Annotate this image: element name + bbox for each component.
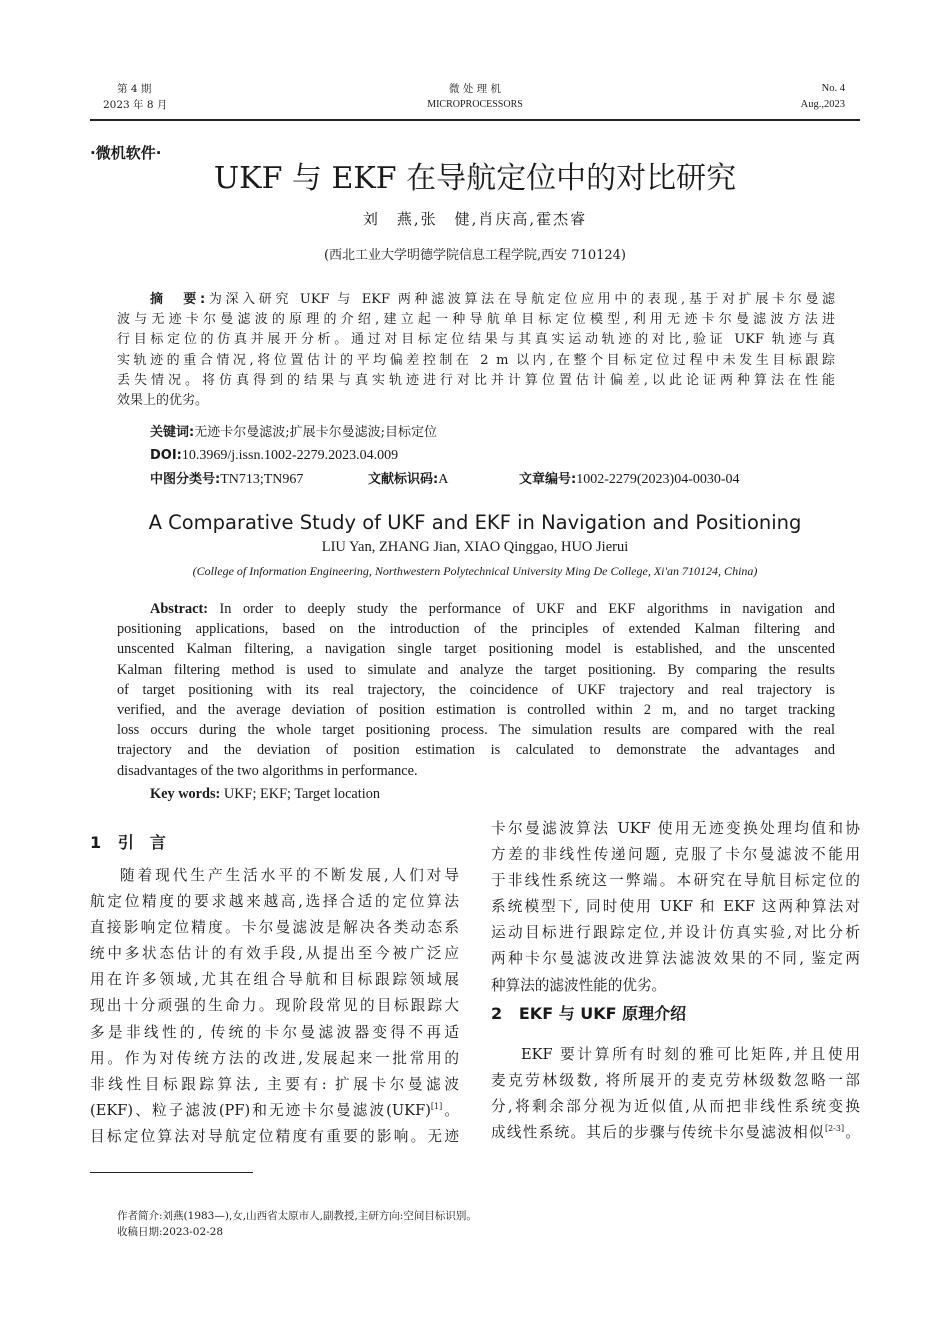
doc-label: 文献标识码:	[368, 472, 439, 487]
article-label: 文章编号:	[519, 472, 577, 487]
section1-line: 目标定位算法对导航定位精度有重要的影响。无迹	[90, 1127, 459, 1145]
abstract-en-line: of target positioning with its real trajectory, the coincidence of UKF trajectory and real trajectory is	[117, 681, 835, 698]
affiliation-cn: (西北工业大学明德学院信息工程学院,西安 710124)	[323, 248, 627, 263]
doi-label: DOI:	[150, 448, 182, 463]
doc-value: A	[438, 472, 449, 487]
abstract-en-line: trajectory and the deviation of position estimation is calculated to demonstrate the advantages and	[117, 742, 835, 759]
keywords-en-text: UKF; EKF; Target location	[223, 786, 380, 802]
footnote-author-intro: 作者简介:刘燕(1983—),女,山西省太原市人,副教授,主研方向:空间目标识别。	[117, 1210, 477, 1222]
header-date-en: Aug.,2023	[800, 99, 845, 110]
right-col-line: 于非线性系统这一弊端。本研究在导航目标定位的	[491, 872, 860, 890]
abstract-cn-line: 丢失情况。将仿真得到的结果与真实轨迹进行对比并计算位置估计偏差,以此论证两种算法在性能	[117, 372, 835, 388]
section1-line: 多是非线性的, 传统的卡尔曼滤波器变得不再适	[90, 1023, 459, 1041]
clc-value: TN713;TN967	[220, 472, 304, 487]
right-col-line: 方差的非线性传递问题, 克服了卡尔曼滤波不能用	[491, 846, 860, 864]
abstract-cn-line: 摘 要:为深入研究 UKF 与 EKF 两种滤波算法在导航定位应用中的表现,基于对扩展卡尔曼滤	[150, 292, 835, 307]
keywords-cn	[150, 423, 437, 443]
abstract-en-line: unscented Kalman filtering, a navigation single target positioning model is established, and the unscented	[117, 641, 835, 658]
section1-title: 引 言	[117, 833, 166, 852]
classification-article	[519, 470, 740, 490]
abstract-en-label: Abstract:	[150, 601, 208, 617]
right-col-line: 卡尔曼滤波算法 UKF 使用无迹变换处理均值和协	[491, 820, 860, 837]
citation-2-3[interactable]: [2-3]	[824, 1124, 845, 1134]
section1-line: 用在许多领域,尤其在组合导航和目标跟踪领域展	[90, 971, 459, 989]
classification-clc	[150, 470, 303, 490]
abstract-cn-line: 波与无迹卡尔曼滤波的原理的介绍,建立起一种导航单目标定位模型,利用无迹卡尔曼滤波方法进	[117, 312, 835, 328]
header-date-cn: 2023 年 8 月	[103, 99, 168, 111]
right-col-line: 种算法的滤波性能的优劣。	[491, 976, 667, 994]
keywords-cn-label: 关键词:	[150, 425, 195, 440]
abstract-cn-label: 摘 要:	[150, 292, 206, 307]
doi	[150, 446, 398, 466]
abstract-cn	[117, 290, 835, 411]
section2-line: 麦克劳林级数, 将所展开的麦克劳林级数忽略一部	[491, 1072, 860, 1090]
section2-body	[491, 1042, 860, 1146]
section2-number: 2	[491, 1004, 503, 1023]
section1-line: 随着现代生产生活水平的不断发展,人们对导	[120, 867, 459, 884]
right-col-line: 系统模型下, 同时使用 UKF 和 EKF 这两种算法对	[491, 898, 860, 916]
column-label: ·微机软件·	[90, 144, 162, 162]
header-issue-en: No. 4	[821, 83, 845, 94]
keywords-cn-text: 无迹卡尔曼滤波;扩展卡尔曼滤波;目标定位	[194, 425, 437, 440]
abstract-en-line: loss occurs during the whole target positioning process. The simulation results are compared with the real	[117, 722, 835, 739]
citation-1[interactable]: [1]	[430, 1101, 443, 1111]
section1-line: (EKF)、粒子滤波(PF)和无迹卡尔曼滤波(UKF)[1]。	[90, 1101, 459, 1119]
header-journal-en: MICROPROCESSORS	[427, 99, 523, 110]
keywords-en-label: Key words:	[150, 786, 221, 802]
abstract-en-line: Kalman filtering method is used to simulate and analyze the target positioning. By comparing the results	[117, 661, 835, 678]
header-journal-cn: 微 处 理 机	[448, 83, 501, 95]
section1-number: 1	[90, 833, 102, 852]
page-title: UKF 与 EKF 在导航定位中的对比研究	[213, 161, 737, 196]
classification-doc	[368, 470, 448, 490]
section1-line: 直接影响定位精度。卡尔曼滤波是解决各类动态系	[90, 919, 459, 937]
affiliation-en: (College of Information Engineering, Northwestern Polytechnical University Ming De College, Xi'an 710124, China)	[192, 564, 758, 578]
abstract-en-line: verified, and the average deviation of position estimation is controlled within 2 m, and no target tracking	[117, 702, 835, 719]
article-value: 1002-2279(2023)04-0030-04	[576, 472, 740, 487]
right-col-line: 运动目标进行跟踪定位,并设计仿真实验,对比分析	[491, 924, 860, 942]
section1-line: 现出十分顽强的生命力。现阶段常见的目标跟踪大	[90, 997, 459, 1015]
section2-line: 分,将剩余部分视为近似值,从而把非线性系统变换	[491, 1098, 860, 1116]
section1-body	[90, 863, 459, 1150]
abstract-en-line: disadvantages of the two algorithms in performance.	[117, 762, 418, 779]
header-issue-cn: 第 4 期	[117, 83, 152, 95]
abstract-en-line: positioning applications, based on the introduction of the principles of extended Kalman filtering and	[117, 621, 835, 638]
authors-cn: 刘 燕,张 健,肖庆高,霍杰睿	[362, 210, 588, 228]
section1-heading	[90, 831, 166, 855]
keywords-en	[150, 784, 380, 804]
right-col-line: 两种卡尔曼滤波改进算法滤波效果的不同, 鉴定两	[491, 950, 860, 968]
section1-line: 航定位精度的要求越来越高,选择合适的定位算法	[90, 893, 459, 911]
abstract-cn-line: 行目标定位的仿真并展开分析。通过对目标定位结果与其真实运动轨迹的对比,验证 UKF 轨迹与真	[117, 332, 835, 348]
section1-line: 用。作为对传统方法的改进,发展起来一批常用的	[90, 1049, 459, 1067]
abstract-cn-line: 实轨迹的重合情况,将位置估计的平均偏差控制在 2 m 以内,在整个目标定位过程中未发生目标跟踪	[117, 352, 835, 368]
abstract-en	[117, 599, 835, 781]
header-rule	[90, 119, 860, 121]
title-en: A Comparative Study of UKF and EKF in Navigation and Positioning	[148, 511, 802, 534]
footnote-rule	[90, 1172, 253, 1173]
section2-line: 成线性系统。其后的步骤与传统卡尔曼滤波相似[2-3]。	[491, 1124, 860, 1142]
footnote-received: 收稿日期:2023-02-28	[117, 1226, 224, 1238]
section2-heading	[491, 1002, 686, 1026]
section1-line: 非线性目标跟踪算法, 主要有: 扩展卡尔曼滤波	[90, 1075, 459, 1093]
right-column-body	[491, 816, 860, 999]
doi-text: 10.3969/j.issn.1002-2279.2023.04.009	[181, 448, 399, 463]
abstract-en-line: Abstract: In order to deeply study the performance of UKF and EKF algorithms in navigation and	[150, 601, 835, 617]
section2-title: EKF 与 UKF 原理介绍	[518, 1004, 687, 1023]
authors-en: LIU Yan, ZHANG Jian, XIAO Qinggao, HUO Jierui	[321, 539, 629, 555]
clc-label: 中图分类号:	[150, 472, 221, 487]
section2-line: EKF 要计算所有时刻的雅可比矩阵,并且使用	[521, 1046, 860, 1063]
abstract-cn-line: 效果上的优劣。	[117, 393, 209, 409]
section1-line: 统中多状态估计的有效手段,从提出至今被广泛应	[90, 945, 459, 963]
